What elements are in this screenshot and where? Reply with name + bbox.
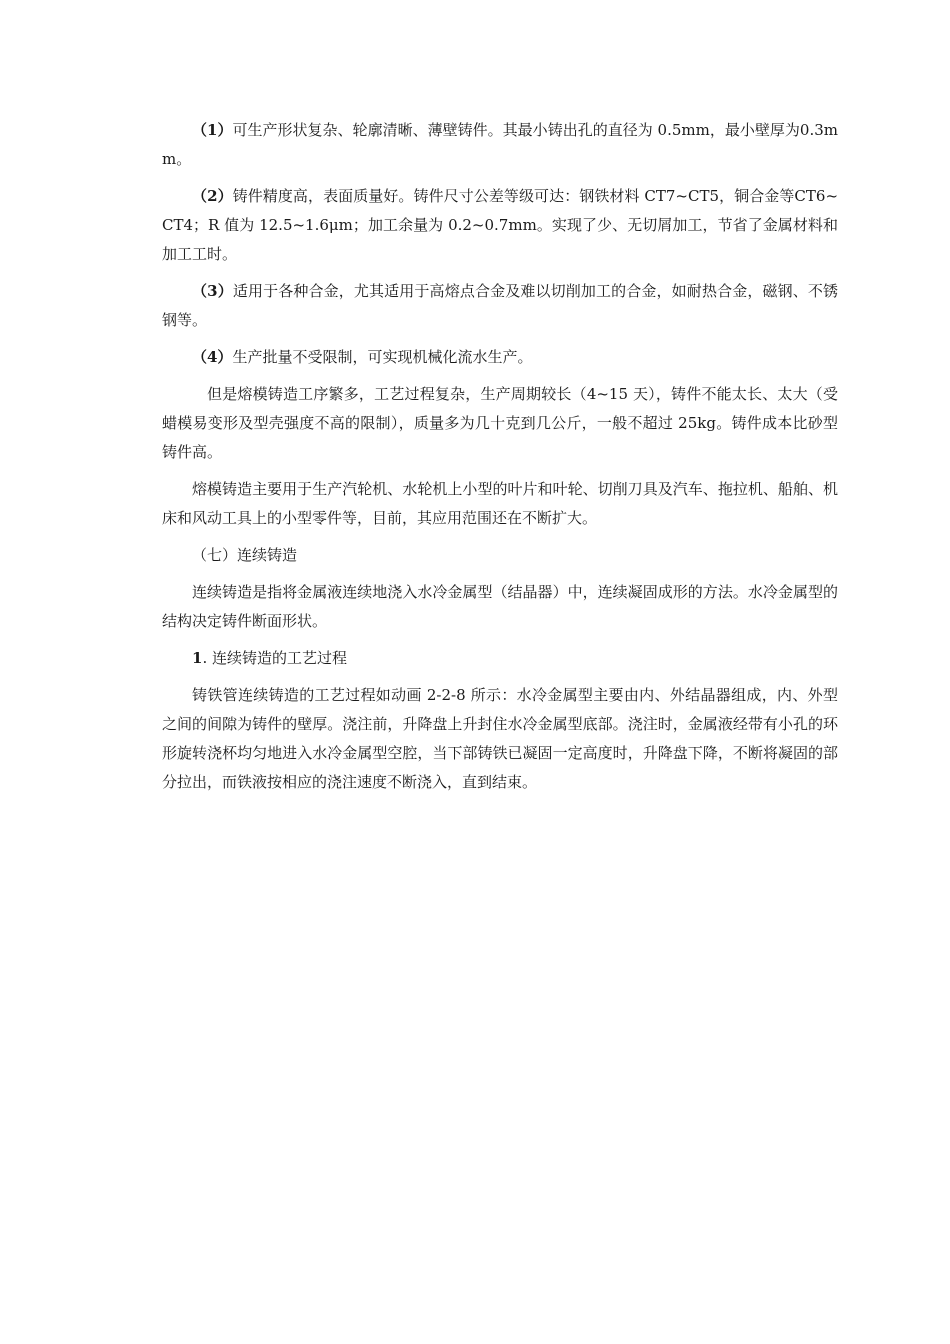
feature-item-4 (162, 343, 838, 372)
feature-item-2 (162, 182, 838, 269)
section-title: （七）连续铸造 (192, 546, 298, 564)
item-number: （2） (192, 187, 233, 205)
item-number: （3） (192, 282, 233, 300)
subsection-number: 1 (192, 649, 203, 667)
document-page (162, 116, 838, 805)
application-paragraph: 熔模铸造主要用于生产汽轮机、水轮机上小型的叶片和叶轮、切削刀具及汽车、拖拉机、船舶、机床和风动工具上的小型零件等，目前，其应用范围还在不断扩大。 (162, 480, 838, 527)
item-text: 铸件精度高，表面质量好。铸件尺寸公差等级可达：钢铁材料 CT7~CT5，铜合金等CT6~CT4；R 值为 12.5~1.6μm；加工余量为 0.2~0.7mm。实现了少、无切屑加工，节省了金属材料和加工工时。 (162, 187, 839, 263)
drawback-paragraph: 但是熔模铸造工序繁多，工艺过程复杂，生产周期较长（4~15 天），铸件不能太长、太大（受蜡模易变形及型壳强度不高的限制），质量多为几十克到几公斤，一般不超过 25kg。铸件成本比砂型铸件高。 (162, 385, 838, 461)
feature-item-1 (162, 116, 838, 174)
item-number: （4） (192, 348, 233, 366)
subsection-title (162, 644, 838, 673)
definition-paragraph: 连续铸造是指将金属液连续地浇入水冷金属型（结晶器）中，连续凝固成形的方法。水冷金属型的结构决定铸件断面形状。 (162, 583, 838, 630)
item-text: 生产批量不受限制，可实现机械化流水生产。 (232, 348, 533, 366)
item-text: 适用于各种合金，尤其适用于高熔点合金及难以切削加工的合金，如耐热合金，磁钢、不锈钢等。 (162, 282, 838, 329)
process-paragraph: 铸铁管连续铸造的工艺过程如动画 2-2-8 所示：水冷金属型主要由内、外结晶器组成，内、外型之间的间隙为铸件的壁厚。浇注前，升降盘上升封住水冷金属型底部。浇注时，金属液经带有小孔的环形旋转浇杯均匀地进入水冷金属型空腔，当下部铸铁已凝固一定高度时，升降盘下降，不断将凝固的部分拉出，而铁液按相应的浇注速度不断浇入，直到结束。 (162, 686, 838, 791)
feature-item-3 (162, 277, 838, 335)
item-number: （1） (192, 121, 233, 139)
item-text: 可生产形状复杂、轮廓清晰、薄壁铸件。其最小铸出孔的直径为 0.5mm，最小壁厚为0.3mm。 (162, 121, 838, 168)
subsection-text: . 连续铸造的工艺过程 (202, 649, 347, 667)
